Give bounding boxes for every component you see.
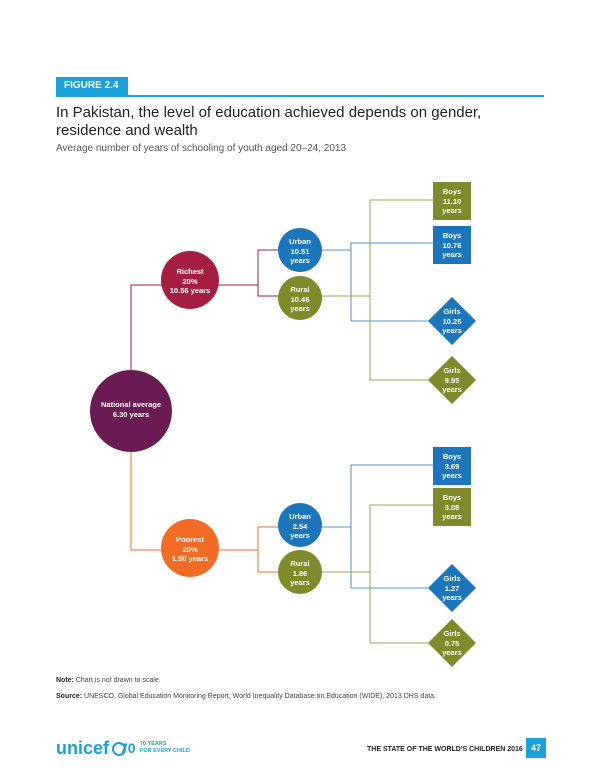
poorest-label: Poorest 20% 1.50 years — [171, 535, 209, 563]
rich-urban-boys-label: Boys 11.10 years — [442, 187, 462, 215]
poor-urban-label: Urban 2.54 years — [289, 512, 311, 540]
poor-rural-boys-label: Boys 3.08 years — [442, 493, 462, 521]
seventy-years-icon — [120, 740, 138, 756]
report-title: THE STATE OF THE WORLD'S CHILDREN 2016 — [367, 746, 523, 753]
poor-urban-boys-label: Boys 3.69 years — [442, 452, 462, 480]
figure-title: In Pakistan, the level of education achieved depends on gender, residence and wealth — [56, 104, 482, 139]
seventy-years-text: 70 YEARS FOR EVERY CHILD — [140, 741, 190, 754]
rich-rural-girls-label: Girls 9.95 years — [442, 366, 462, 394]
poor-urban-girls-label: Girls 1.27 years — [442, 574, 462, 602]
rich-rural-label: Rural 10.46 years — [290, 285, 310, 313]
page-number: 47 — [526, 738, 546, 758]
poor-rural-girls-label: Girls 0.75 years — [442, 629, 462, 657]
rich-rural-boys-label: Boys 10.76 years — [442, 231, 462, 259]
rich-urban-label: Urban 10.51 years — [289, 237, 311, 265]
richest-label: Richest 20% 10.56 years — [169, 267, 211, 295]
poor-rural-label: Rural 1.86 years — [290, 559, 310, 587]
figure-subtitle: Average number of years of schooling of youth aged 20–24, 2013 — [56, 143, 347, 154]
national-average-label: National average 6.30 years — [100, 400, 162, 419]
figure-tag: FIGURE 2.4 — [56, 77, 128, 95]
unicef-logo: unicef — [56, 738, 126, 759]
source-line: Source: UNESCO, Global Education Monitoring Report, World Inequality Database on Education (WIDE), 2013 DHS data. — [56, 693, 437, 700]
note-line: Note: Chart is not drawn to scale. — [56, 677, 161, 684]
svg-text:70: 70 — [120, 740, 136, 756]
rich-urban-girls-label: Girls 10.25 years — [442, 307, 462, 335]
